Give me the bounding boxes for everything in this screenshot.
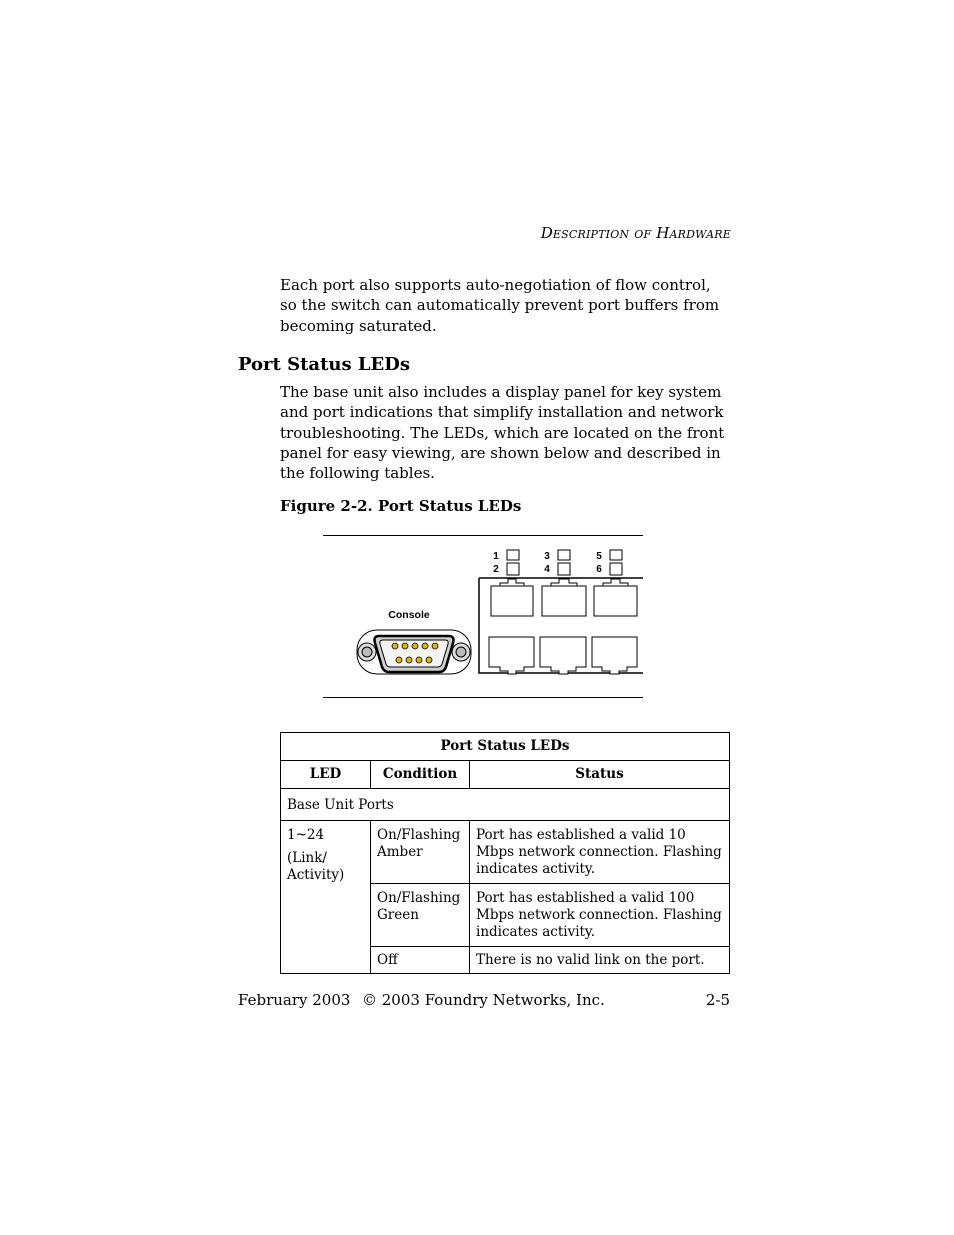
status-cell: There is no valid link on the port.: [470, 947, 730, 974]
status-cell: Port has established a valid 100 Mbps network connection. Flashing indicates activity.: [470, 884, 730, 947]
console-label: Console: [388, 609, 430, 621]
led-3-icon: [558, 550, 570, 560]
port-number-2: 2: [493, 564, 499, 575]
footer-copyright: © 2003 Foundry Networks, Inc.: [362, 991, 605, 1009]
section-paragraph: The base unit also includes a display panel for key system and port indications that simplify installation and network troubleshooting. The LEDs, which are located on the front panel for easy viewing, are shown below and described in the following tables.: [280, 383, 725, 483]
led-function: (Link/ Activity): [287, 850, 345, 883]
port-number-3: 3: [544, 551, 550, 562]
condition-cell: Off: [371, 947, 470, 974]
led-2-icon: [507, 563, 519, 575]
rj45-port-6-icon: [592, 637, 637, 674]
status-cell: Port has established a valid 10 Mbps network connection. Flashing indicates activity.: [470, 821, 730, 884]
port-number-5: 5: [596, 551, 602, 562]
db9-console-connector-icon: [357, 630, 471, 674]
column-header-status: Status: [470, 761, 730, 789]
table-title: Port Status LEDs: [281, 733, 730, 761]
figure-top-rule: [323, 535, 643, 536]
footer-page-number: 2-5: [705, 991, 730, 1009]
column-header-led: LED: [281, 761, 371, 789]
led-5-icon: [610, 550, 622, 560]
port-number-6: 6: [596, 564, 602, 575]
condition-cell: On/Flashing Amber: [371, 821, 470, 884]
condition-cell: On/Flashing Green: [371, 884, 470, 947]
footer-date: February 2003: [238, 991, 351, 1009]
led-range: 1~24: [287, 827, 325, 843]
port-status-led-table: [280, 732, 730, 974]
led-cell: [281, 821, 371, 974]
rj45-port-1-icon: [491, 579, 533, 616]
figure-bottom-rule: [323, 697, 643, 698]
led-1-icon: [507, 550, 519, 560]
rj45-port-5-icon: [594, 579, 637, 616]
rj45-port-3-icon: [542, 579, 586, 616]
port-number-1: 1: [493, 551, 499, 562]
intro-paragraph: Each port also supports auto-negotiation of flow control, so the switch can automatically prevent port buffers from becoming saturated.: [280, 276, 720, 335]
led-6-icon: [610, 563, 622, 575]
rj45-port-4-icon: [540, 637, 586, 674]
figure-caption: Figure 2-2. Port Status LEDs: [280, 497, 522, 515]
column-header-condition: Condition: [371, 761, 470, 789]
port-status-figure: [350, 546, 645, 681]
rj45-port-2-icon: [489, 637, 534, 674]
table-row: [281, 821, 730, 884]
section-heading: Port Status LEDs: [238, 354, 411, 375]
group-row-base-unit-ports: Base Unit Ports: [281, 789, 730, 821]
led-4-icon: [558, 563, 570, 575]
port-number-4: 4: [544, 564, 550, 575]
running-header: Description of Hardware: [540, 224, 731, 242]
